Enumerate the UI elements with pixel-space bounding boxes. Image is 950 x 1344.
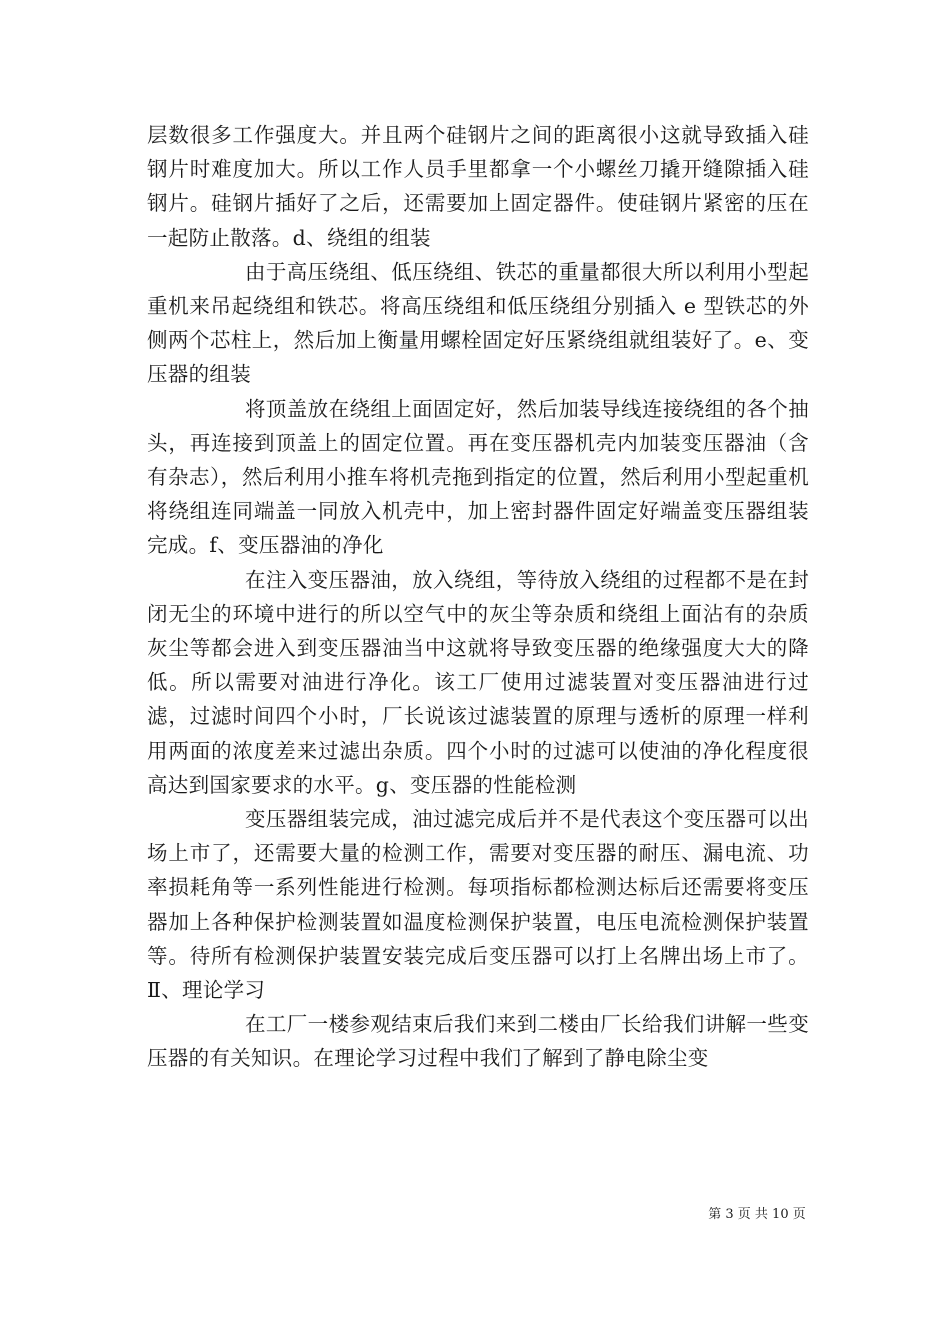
paragraph-1: 层数很多工作强度大。并且两个硅钢片之间的距离很小这就导致插入硅钢片时难度加大。所以工作人员手里都拿一个小螺丝刀撬开缝隙插入硅钢片。硅钢片插好了之后，还需要加上固定器件。使硅钢片紧密的压在一起防止散落。d、绕组的组装	[147, 123, 809, 250]
page-number: 第 3 页 共 10 页	[708, 1207, 806, 1222]
page-footer	[0, 1207, 950, 1223]
paragraph-4: 在注入变压器油，放入绕组，等待放入绕组的过程都不是在封闭无尘的环境中进行的所以空气中的灰尘等杂质和绕组上面沾有的杂质灰尘等都会进入到变压器油当中这就将导致变压器的绝缘强度大大的降低。所以需要对油进行净化。该工厂使用过滤装置对变压器油进行过滤，过滤时间四个小时，厂长说该过滤装置的原理与透析的原理一样利用两面的浓度差来过滤出杂质。四个小时的过滤可以使油的净化程度很高达到国家要求的水平。g、变压器的性能检测	[147, 567, 809, 797]
paragraph-5: 变压器组装完成，油过滤完成后并不是代表这个变压器可以出场上市了，还需要大量的检测工作，需要对变压器的耐压、漏电流、功率损耗角等一系列性能进行检测。每项指标都检测达标后还需要将变压器加上各种保护检测装置如温度检测保护装置，电压电流检测保护装置等。待所有检测保护装置安装完成后变压器可以打上名牌出场上市了。Ⅱ、理论学习	[147, 807, 809, 1003]
paragraph-6: 在工厂一楼参观结束后我们来到二楼由厂长给我们讲解一些变压器的有关知识。在理论学习过程中我们了解到了静电除尘变	[147, 1012, 809, 1071]
paragraph-3: 将顶盖放在绕组上面固定好，然后加装导线连接绕组的各个抽头，再连接到顶盖上的固定位置。再在变压器机壳内加装变压器油（含有杂志），然后利用小推车将机壳拖到指定的位置，然后利用小型起重机将绕组连同端盖一同放入机壳中，加上密封器件固定好端盖变压器组装完成。f、变压器油的净化	[147, 396, 809, 558]
body-text	[147, 118, 809, 1076]
paragraph-2: 由于高压绕组、低压绕组、铁芯的重量都很大所以利用小型起重机来吊起绕组和铁芯。将高压绕组和低压绕组分别插入 e 型铁芯的外侧两个芯柱上，然后加上衡量用螺栓固定好压紧绕组就组装好了。e、变压器的组装	[147, 259, 809, 387]
